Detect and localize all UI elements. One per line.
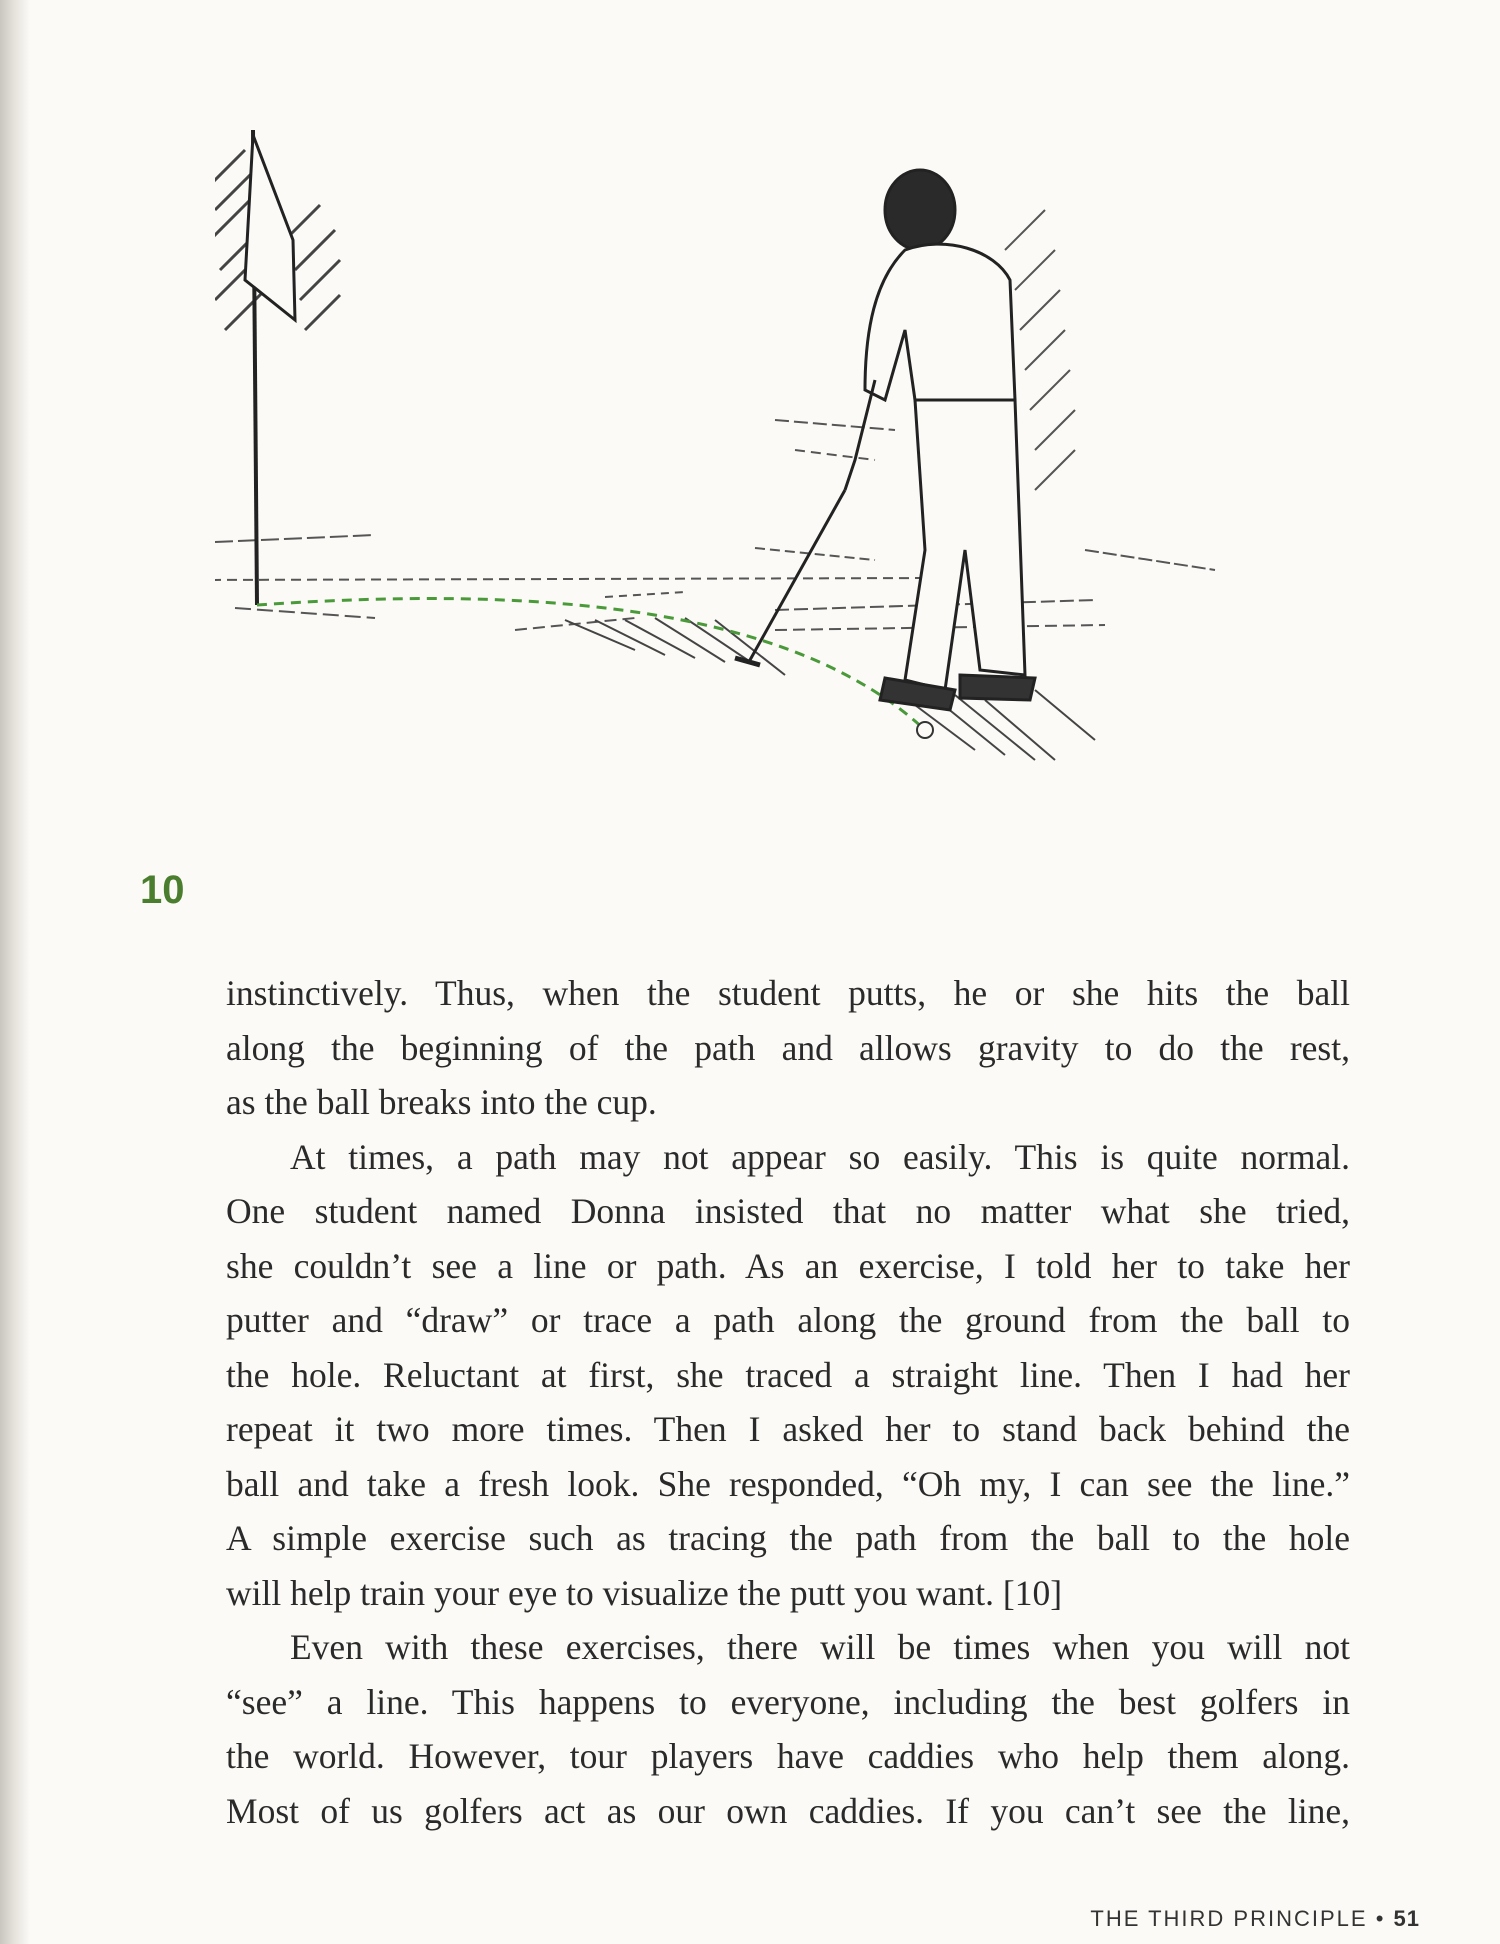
text-line: Most of us golfers act as our own caddies. If you can’t see the line,: [226, 1790, 1350, 1831]
flagstick: [245, 130, 295, 605]
binding-gutter-shadow: [0, 0, 30, 1944]
text-line: will help train your eye to visualize the putt you want. [10]: [226, 1572, 1063, 1613]
text-line: Even with these exercises, there will be times when you will not: [290, 1627, 1350, 1667]
golfer-putting-illustration: [215, 130, 1365, 930]
text-line: instinctively. Thus, when the student putts, he or she hits the ball: [226, 973, 1350, 1013]
text-line: “see” a line. This happens to everyone, including the best golfers in: [226, 1681, 1350, 1722]
text-line: she couldn’t see a line or path. As an exercise, I told her to take her: [226, 1245, 1350, 1286]
text-line: repeat it two more times. Then I asked her to stand back behind the: [226, 1409, 1350, 1449]
putt-path: [257, 599, 925, 730]
text-line: putter and “draw” or trace a path along the ground from the ball to: [226, 1300, 1350, 1340]
golf-ball: [917, 722, 933, 738]
text-line: One student named Donna insisted that no matter what she tried,: [226, 1191, 1350, 1231]
text-line: along the beginning of the path and allows gravity to do the rest,: [226, 1027, 1350, 1068]
body-text: [226, 966, 1350, 1838]
footer-separator: •: [1375, 1906, 1386, 1931]
text-line: At times, a path may not appear so easily. This is quite normal.: [290, 1136, 1350, 1177]
page-number: 51: [1393, 1906, 1420, 1931]
text-line: the world. However, tour players have caddies who help them along.: [226, 1736, 1350, 1776]
figure-number: 10: [140, 868, 185, 912]
running-footer: [1090, 1906, 1420, 1932]
running-head: THE THIRD PRINCIPLE: [1090, 1906, 1368, 1931]
text-line: A simple exercise such as tracing the path from the ball to the hole: [226, 1518, 1350, 1558]
text-line: ball and take a fresh look. She responded, “Oh my, I can see the line.”: [226, 1463, 1350, 1504]
text-line: the hole. Reluctant at first, she traced a straight line. Then I had her: [226, 1354, 1350, 1395]
text-line: as the ball breaks into the cup.: [226, 1082, 657, 1122]
